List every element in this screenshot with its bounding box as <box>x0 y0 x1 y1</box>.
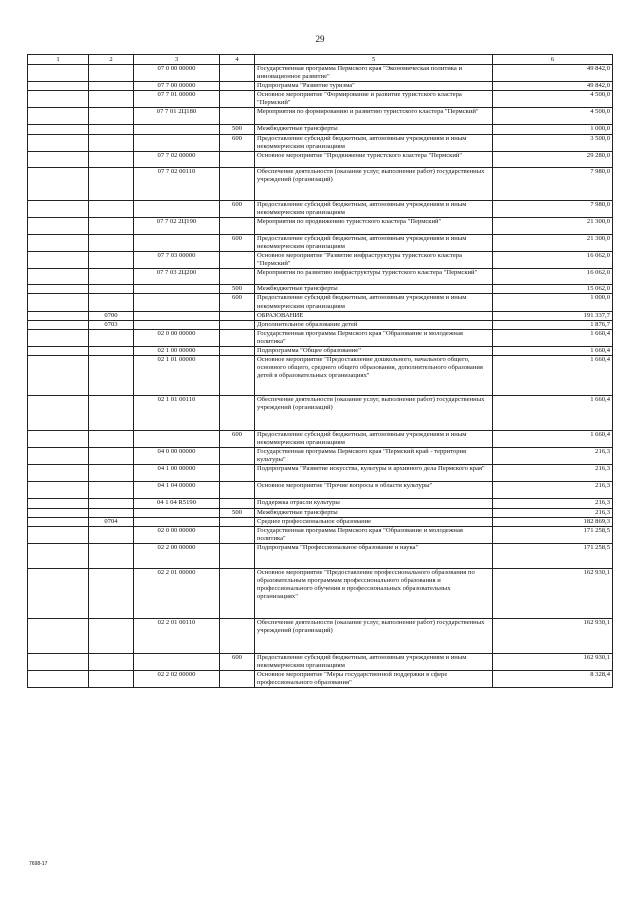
table-cell-c6: 1 000,0 <box>493 125 613 134</box>
table-cell-c6: 171 258,5 <box>493 526 613 543</box>
table-cell-c2 <box>89 653 134 670</box>
table-cell-c3 <box>134 653 220 670</box>
table-cell-c4 <box>220 108 255 125</box>
table-cell-c2 <box>89 499 134 508</box>
table-cell-c3: 07 7 03 00000 <box>134 252 220 269</box>
table-row <box>28 431 613 448</box>
table-cell-c4 <box>220 517 255 526</box>
table-cell-c4 <box>220 151 255 167</box>
table-cell-c2 <box>89 91 134 108</box>
table-cell-c1 <box>28 329 89 346</box>
table-cell-c3 <box>134 134 220 151</box>
table-row <box>28 465 613 482</box>
table-cell-c5: Мероприятия по развитию инфраструктуры туристского кластера "Пермский" <box>255 269 493 285</box>
table-cell-c2 <box>89 167 134 200</box>
table-row <box>28 311 613 320</box>
table-cell-c1 <box>28 526 89 543</box>
table-cell-c6: 1 660,4 <box>493 356 613 396</box>
table-cell-c6: 216,3 <box>493 508 613 517</box>
table-cell-c3: 02 0 00 00000 <box>134 526 220 543</box>
table-row <box>28 499 613 508</box>
table-cell-c5: Основное мероприятие "Меры государственной поддержки в сфере профессионального образования" <box>255 671 493 688</box>
table-cell-c2 <box>89 329 134 346</box>
table-row <box>28 217 613 234</box>
table-cell-c3 <box>134 508 220 517</box>
table-cell-c6: 3 500,0 <box>493 134 613 151</box>
table-cell-c2 <box>89 526 134 543</box>
table-cell-c2: 0704 <box>89 517 134 526</box>
table-cell-c2 <box>89 125 134 134</box>
footer-code: 7698-17 <box>29 861 48 867</box>
table-cell-c4 <box>220 499 255 508</box>
header-col-3: 3 <box>134 55 220 65</box>
header-col-6: 6 <box>493 55 613 65</box>
table-cell-c3: 07 7 03 2Ц200 <box>134 269 220 285</box>
table-cell-c1 <box>28 431 89 448</box>
table-cell-c3: 02 2 01 00000 <box>134 568 220 618</box>
table-cell-c2 <box>89 396 134 431</box>
table-row <box>28 65 613 82</box>
table-cell-c6: 4 500,0 <box>493 91 613 108</box>
table-cell-c4 <box>220 167 255 200</box>
table-row <box>28 448 613 465</box>
header-col-5: 5 <box>255 55 493 65</box>
table-cell-c1 <box>28 134 89 151</box>
table-cell-c4: 500 <box>220 125 255 134</box>
budget-table <box>27 54 613 688</box>
table-cell-c5: Предоставление субсидий бюджетным, автономным учреждениям и иным некоммерческим организациям <box>255 294 493 311</box>
table-cell-c6: 4 500,0 <box>493 108 613 125</box>
table-cell-c2: 0703 <box>89 320 134 329</box>
table-cell-c4 <box>220 252 255 269</box>
table-cell-c6: 49 842,0 <box>493 65 613 82</box>
table-cell-c5: Предоставление субсидий бюджетным, автономным учреждениям и иным некоммерческим организациям <box>255 653 493 670</box>
table-cell-c5: Подпрограмма "Профессиональное образование и наука" <box>255 543 493 568</box>
table-cell-c2 <box>89 108 134 125</box>
table-cell-c5: Подпрограмма "Развитие искусства, культуры и архивного дела Пермского края" <box>255 465 493 482</box>
header-col-4: 4 <box>220 55 255 65</box>
table-cell-c3: 02 1 01 00110 <box>134 396 220 431</box>
table-cell-c3: 04 1 04 R5190 <box>134 499 220 508</box>
table-cell-c6: 162 930,1 <box>493 618 613 653</box>
table-row <box>28 108 613 125</box>
table-cell-c6: 7 980,0 <box>493 167 613 200</box>
table-cell-c4 <box>220 526 255 543</box>
table-cell-c3: 02 0 00 00000 <box>134 329 220 346</box>
table-cell-c6: 7 980,0 <box>493 200 613 217</box>
table-row <box>28 568 613 618</box>
table-cell-c6: 21 300,0 <box>493 234 613 251</box>
table-cell-c2 <box>89 671 134 688</box>
table-cell-c6: 216,3 <box>493 482 613 499</box>
table-cell-c1 <box>28 517 89 526</box>
table-cell-c4: 600 <box>220 294 255 311</box>
table-row <box>28 200 613 217</box>
table-cell-c5: Основное мероприятие "Формирование и развитие туристского кластера "Пермский" <box>255 91 493 108</box>
table-cell-c5: Государственная программа Пермского края "Пермский край - территория культуры" <box>255 448 493 465</box>
table-row <box>28 320 613 329</box>
table-cell-c1 <box>28 653 89 670</box>
table-cell-c2 <box>89 134 134 151</box>
table-cell-c2 <box>89 431 134 448</box>
table-cell-c1 <box>28 568 89 618</box>
table-cell-c6: 15 062,0 <box>493 285 613 294</box>
table-cell-c3: 07 7 01 2Ц180 <box>134 108 220 125</box>
table-cell-c1 <box>28 217 89 234</box>
table-cell-c1 <box>28 320 89 329</box>
table-row <box>28 329 613 346</box>
table-cell-c3: 07 0 00 00000 <box>134 65 220 82</box>
table-cell-c2 <box>89 294 134 311</box>
table-cell-c1 <box>28 346 89 355</box>
table-cell-c1 <box>28 396 89 431</box>
table-cell-c6: 1 660,4 <box>493 431 613 448</box>
table-cell-c6: 49 842,0 <box>493 82 613 91</box>
table-cell-c6: 8 328,4 <box>493 671 613 688</box>
table-cell-c5: ОБРАЗОВАНИЕ <box>255 311 493 320</box>
table-cell-c3: 04 1 00 00000 <box>134 465 220 482</box>
table-body <box>28 65 613 688</box>
table-cell-c3: 04 1 04 00000 <box>134 482 220 499</box>
table-cell-c1 <box>28 200 89 217</box>
table-row <box>28 526 613 543</box>
table-cell-c4 <box>220 465 255 482</box>
table-cell-c5: Обеспечение деятельности (оказание услуг, выполнение работ) государственных учреждений (организаций) <box>255 396 493 431</box>
table-cell-c5: Межбюджетные трансферты <box>255 285 493 294</box>
table-cell-c3 <box>134 320 220 329</box>
table-cell-c6: 1 876,7 <box>493 320 613 329</box>
table-cell-c1 <box>28 167 89 200</box>
table-cell-c1 <box>28 82 89 91</box>
table-cell-c5: Мероприятия по продвижению туристского кластера "Пермский" <box>255 217 493 234</box>
table-cell-c2 <box>89 448 134 465</box>
table-cell-c3: 02 2 01 00110 <box>134 618 220 653</box>
table-row <box>28 294 613 311</box>
table-cell-c1 <box>28 294 89 311</box>
table-cell-c6: 1 660,4 <box>493 329 613 346</box>
table-cell-c5: Обеспечение деятельности (оказание услуг, выполнение работ) государственных учреждений (организаций) <box>255 167 493 200</box>
table-cell-c1 <box>28 448 89 465</box>
table-cell-c5: Основное мероприятие "Развитие инфраструктуры туристского кластера "Пермский" <box>255 252 493 269</box>
table-cell-c2 <box>89 217 134 234</box>
table-cell-c6: 162 930,1 <box>493 568 613 618</box>
table-cell-c4 <box>220 269 255 285</box>
table-cell-c2 <box>89 151 134 167</box>
table-cell-c3: 07 7 02 00000 <box>134 151 220 167</box>
table-cell-c3: 04 0 00 00000 <box>134 448 220 465</box>
table-cell-c2 <box>89 252 134 269</box>
table-cell-c3 <box>134 234 220 251</box>
table-cell-c5: Основное мероприятие "Продвижение туристского кластера "Пермский" <box>255 151 493 167</box>
table-cell-c4: 600 <box>220 431 255 448</box>
table-cell-c5: Предоставление субсидий бюджетным, автономным учреждениям и иным некоммерческим организациям <box>255 431 493 448</box>
table-cell-c6: 216,3 <box>493 499 613 508</box>
table-row <box>28 618 613 653</box>
table-header-row <box>28 55 613 65</box>
table-cell-c5: Среднее профессиональное образование <box>255 517 493 526</box>
table-row <box>28 151 613 167</box>
table-cell-c6: 162 930,1 <box>493 653 613 670</box>
table-cell-c2 <box>89 508 134 517</box>
table-cell-c2 <box>89 234 134 251</box>
table-cell-c1 <box>28 499 89 508</box>
table-cell-c1 <box>28 671 89 688</box>
table-cell-c1 <box>28 65 89 82</box>
table-cell-c3 <box>134 285 220 294</box>
table-cell-c2 <box>89 618 134 653</box>
table-cell-c5: Подпрограмма "Общее образование" <box>255 346 493 355</box>
table-cell-c6: 16 062,0 <box>493 269 613 285</box>
table-cell-c4 <box>220 346 255 355</box>
table-row <box>28 653 613 670</box>
table-cell-c1 <box>28 508 89 517</box>
table-cell-c5: Поддержка отрасли культуры <box>255 499 493 508</box>
header-col-2: 2 <box>89 55 134 65</box>
table-row <box>28 134 613 151</box>
table-cell-c1 <box>28 285 89 294</box>
table-cell-c5: Межбюджетные трансферты <box>255 125 493 134</box>
table-cell-c5: Основное мероприятие "Предоставление дошкольного, начального общего, основного общего, среднего общего образования, дополнительного образования детей в образовательных организациях" <box>255 356 493 396</box>
table-cell-c2 <box>89 346 134 355</box>
table-cell-c6: 16 062,0 <box>493 252 613 269</box>
table-cell-c1 <box>28 543 89 568</box>
table-cell-c1 <box>28 465 89 482</box>
table-cell-c6: 1 660,4 <box>493 346 613 355</box>
table-cell-c3: 02 1 00 00000 <box>134 346 220 355</box>
table-cell-c4 <box>220 396 255 431</box>
table-row <box>28 508 613 517</box>
table-cell-c4 <box>220 618 255 653</box>
table-cell-c4: 500 <box>220 508 255 517</box>
table-cell-c6: 21 300,0 <box>493 217 613 234</box>
table-cell-c3 <box>134 294 220 311</box>
table-cell-c3 <box>134 517 220 526</box>
table-cell-c6: 182 869,3 <box>493 517 613 526</box>
table-row <box>28 252 613 269</box>
table-cell-c5: Предоставление субсидий бюджетным, автономным учреждениям и иным некоммерческим организациям <box>255 234 493 251</box>
table-cell-c3: 02 2 02 00000 <box>134 671 220 688</box>
table-row <box>28 346 613 355</box>
table-cell-c2 <box>89 568 134 618</box>
table-cell-c5: Основное мероприятие "Прочие вопросы в области культуры" <box>255 482 493 499</box>
table-cell-c2 <box>89 482 134 499</box>
table-cell-c6: 216,3 <box>493 465 613 482</box>
table-cell-c2 <box>89 82 134 91</box>
table-cell-c2 <box>89 65 134 82</box>
header-col-1: 1 <box>28 55 89 65</box>
table-cell-c6: 171 258,5 <box>493 543 613 568</box>
table-cell-c1 <box>28 108 89 125</box>
table-row <box>28 517 613 526</box>
table-cell-c4: 600 <box>220 653 255 670</box>
table-cell-c4 <box>220 65 255 82</box>
table-row <box>28 356 613 396</box>
table-cell-c5: Мероприятия по формированию и развитию туристского кластера "Пермский" <box>255 108 493 125</box>
table-cell-c1 <box>28 311 89 320</box>
table-cell-c4 <box>220 311 255 320</box>
table-cell-c5: Государственная программа Пермского края "Экономическая политика и инновационное развитие" <box>255 65 493 82</box>
table-row <box>28 82 613 91</box>
table-row <box>28 543 613 568</box>
table-cell-c4 <box>220 217 255 234</box>
table-cell-c3: 07 7 00 00000 <box>134 82 220 91</box>
table-cell-c6: 1 660,4 <box>493 396 613 431</box>
table-cell-c1 <box>28 482 89 499</box>
page-number: 29 <box>315 34 325 44</box>
table-cell-c4: 600 <box>220 134 255 151</box>
table-cell-c4 <box>220 356 255 396</box>
table-cell-c3 <box>134 125 220 134</box>
table-cell-c1 <box>28 91 89 108</box>
table-cell-c4: 500 <box>220 285 255 294</box>
table-cell-c3 <box>134 311 220 320</box>
table-cell-c2 <box>89 356 134 396</box>
table-cell-c2 <box>89 465 134 482</box>
table-row <box>28 396 613 431</box>
table-row <box>28 482 613 499</box>
table-cell-c4 <box>220 568 255 618</box>
table-cell-c5: Подпрограмма "Развитие туризма" <box>255 82 493 91</box>
table-row <box>28 125 613 134</box>
table-cell-c4: 600 <box>220 234 255 251</box>
table-cell-c5: Дополнительное образование детей <box>255 320 493 329</box>
table-cell-c3: 02 1 01 00000 <box>134 356 220 396</box>
table-cell-c2 <box>89 200 134 217</box>
table-cell-c3 <box>134 200 220 217</box>
table-cell-c6: 29 280,0 <box>493 151 613 167</box>
table-cell-c4 <box>220 91 255 108</box>
table-cell-c3: 07 7 02 00110 <box>134 167 220 200</box>
table-cell-c4 <box>220 671 255 688</box>
table-cell-c2: 0700 <box>89 311 134 320</box>
table-row <box>28 234 613 251</box>
table-cell-c5: Государственная программа Пермского края "Образование и молодежная политика" <box>255 526 493 543</box>
table-cell-c6: 191 337,7 <box>493 311 613 320</box>
table-row <box>28 91 613 108</box>
table-cell-c4: 600 <box>220 200 255 217</box>
table-cell-c3: 07 7 02 2Ц190 <box>134 217 220 234</box>
table-cell-c3: 07 7 01 00000 <box>134 91 220 108</box>
table-cell-c5: Межбюджетные трансферты <box>255 508 493 517</box>
table-row <box>28 285 613 294</box>
table-cell-c1 <box>28 269 89 285</box>
table-cell-c1 <box>28 125 89 134</box>
table-cell-c2 <box>89 543 134 568</box>
table-row <box>28 269 613 285</box>
table-cell-c1 <box>28 151 89 167</box>
table-cell-c5: Основное мероприятие "Предоставление профессионального образования по образовательным программам профессионального образования и профессионального обучения в профессиональных образовательных организациях" <box>255 568 493 618</box>
table-cell-c5: Предоставление субсидий бюджетным, автономным учреждениям и иным некоммерческим организациям <box>255 134 493 151</box>
table-cell-c1 <box>28 618 89 653</box>
table-cell-c5: Предоставление субсидий бюджетным, автономным учреждениям и иным некоммерческим организациям <box>255 200 493 217</box>
table-cell-c4 <box>220 320 255 329</box>
table-cell-c6: 216,3 <box>493 448 613 465</box>
table-cell-c4 <box>220 82 255 91</box>
table-cell-c4 <box>220 329 255 346</box>
table-cell-c2 <box>89 285 134 294</box>
table-cell-c1 <box>28 356 89 396</box>
table-cell-c1 <box>28 252 89 269</box>
table-cell-c4 <box>220 448 255 465</box>
table-cell-c1 <box>28 234 89 251</box>
table-row <box>28 671 613 688</box>
table-cell-c5: Государственная программа Пермского края "Образование и молодежная политика" <box>255 329 493 346</box>
table-cell-c3: 02 2 00 00000 <box>134 543 220 568</box>
table-cell-c6: 1 000,0 <box>493 294 613 311</box>
table-cell-c2 <box>89 269 134 285</box>
table-row <box>28 167 613 200</box>
table-cell-c5: Обеспечение деятельности (оказание услуг, выполнение работ) государственных учреждений (организаций) <box>255 618 493 653</box>
table-cell-c4 <box>220 482 255 499</box>
table-cell-c4 <box>220 543 255 568</box>
table-cell-c3 <box>134 431 220 448</box>
